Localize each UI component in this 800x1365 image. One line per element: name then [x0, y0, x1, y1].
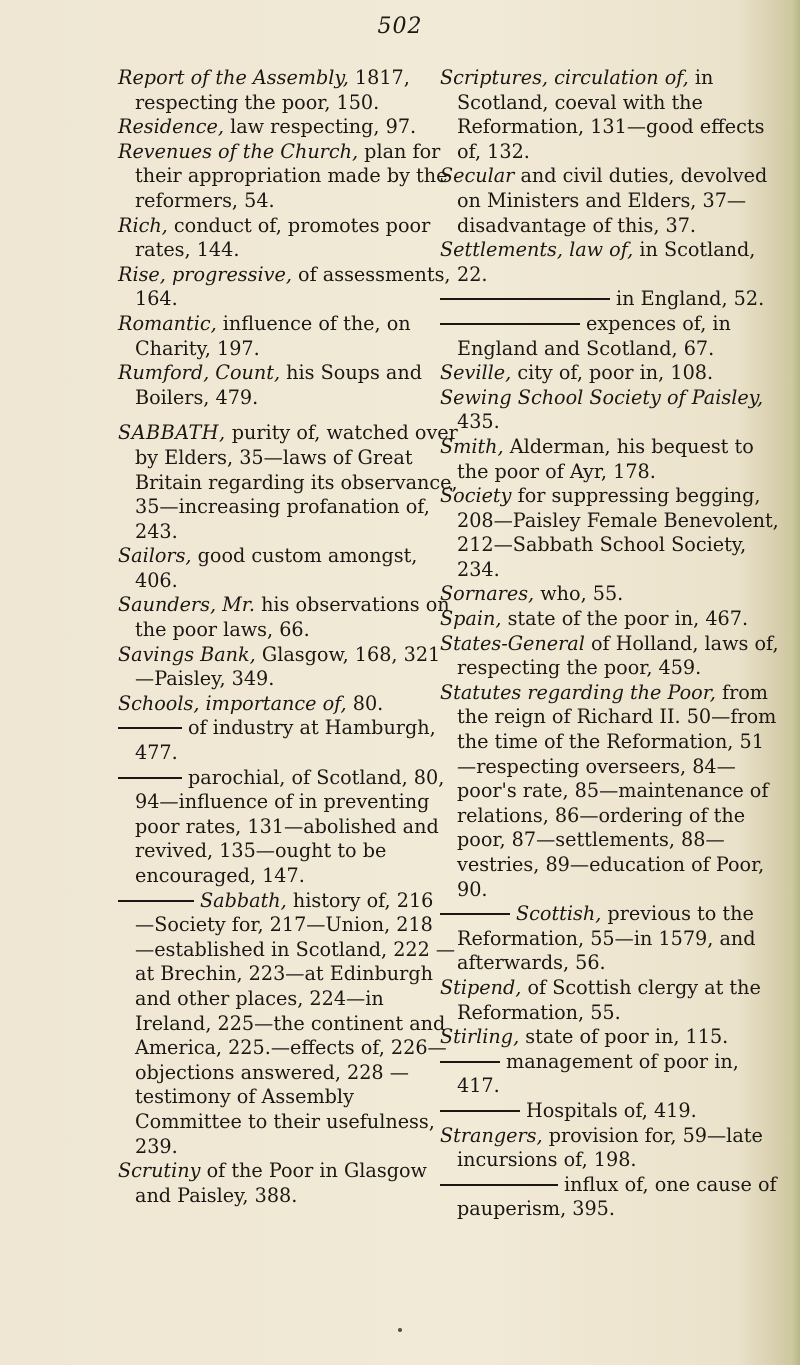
index-entry: Spain, state of the poor in, 467. [440, 607, 749, 631]
index-entry: Statutes regarding the Poor, from the reign of Richard II. 50—from the time of the Reformation, 51—respecting overseers, 84—poor's rate, 85—maintenance of relations, 86—ordering of the poor, 87—settlements, 88—vestries, 89—education of Poor, 90. [440, 680, 777, 901]
ditto-dash [118, 727, 182, 729]
index-entry: Strangers, provision for, 59—late incursions of, 198. [440, 1123, 763, 1172]
index-entry: States-General of Holland, laws of, respecting the poor, 459. [440, 631, 779, 680]
index-entry: Romantic, influence of the, on Charity, 197. [118, 311, 411, 360]
index-entry: Saunders, Mr. his observations on the poor laws, 66. [118, 593, 450, 642]
index-subentry: expences of, in England and Scotland, 67. [440, 312, 780, 361]
index-entry: Residence, law respecting, 97. [118, 115, 417, 139]
index-entry: Savings Bank, Glasgow, 168, 321 —Paisley, 349. [118, 642, 441, 691]
index-entry: Scriptures, circulation of, in Scotland, coeval with the Reformation, 131—good effects of, 132. [440, 66, 765, 163]
index-entry: Revenues of the Church, plan for their appropriation made by the reformers, 54. [118, 139, 448, 212]
ditto-dash [118, 900, 194, 902]
index-subentry: Sabbath, history of, 216 —Society for, 217—Union, 218 —established in Scotland, 222 —at Brechin, 223—at Edinburgh and other places, 224—in Ireland, 225—the continent and America, 225.—effects of, 226—objections answered, 228 —testimony of Assembly Committee to their usefulness, 239. [118, 889, 458, 1160]
index-entry: Sornares, who, 55. [440, 582, 624, 606]
ditto-dash [440, 1110, 520, 1112]
index-entry: Seville, city of, poor in, 108. [440, 361, 714, 385]
index-subentry: Hospitals of, 419. [440, 1099, 780, 1124]
index-entry: Schools, importance of, 80. [118, 691, 384, 715]
index-entry: Secular and civil duties, devolved on Ministers and Elders, 37—disadvantage of this, 37. [440, 164, 768, 237]
index-entry: Smith, Alderman, his bequest to the poor of Ayr, 178. [440, 434, 754, 483]
ditto-dash [118, 777, 182, 779]
ditto-dash [440, 1184, 558, 1186]
ditto-dash [440, 913, 510, 915]
index-entry: Settlements, law of, in Scotland, 22. [440, 238, 756, 286]
index-entry: Stirling, state of poor in, 115. [440, 1025, 729, 1049]
page-number: 502 [377, 14, 423, 39]
index-entry: Sailors, good custom amongst, 406. [118, 544, 418, 592]
index-column-left [118, 66, 458, 1208]
index-entry: Rich, conduct of, promotes poor rates, 144. [118, 213, 431, 262]
ditto-dash [440, 1061, 500, 1063]
ditto-dash [440, 298, 610, 300]
index-entry: Stipend, of Scottish clergy at the Reformation, 55. [440, 975, 761, 1024]
index-subentry: of industry at Hamburgh, 477. [118, 716, 458, 765]
index-entry: Sewing School Society of Paisley, 435. [440, 385, 764, 434]
page-mark-dot [398, 1328, 402, 1332]
index-entry: Rise, progressive, of assessments, 164. [118, 262, 451, 311]
index-entry: SABBATH, purity of, watched over by Elders, 35—laws of Great Britain regarding its observance, 35—increasing profanation of, 243. [118, 421, 458, 543]
page-edge-shadow [782, 0, 800, 1365]
index-subentry: parochial, of Scotland, 80, 94—influence of in preventing poor rates, 131—abolished and revived, 135—ought to be encouraged, 147. [118, 766, 458, 889]
index-subentry: management of poor in, 417. [440, 1050, 780, 1099]
index-entry: Rumford, Count, his Soups and Boilers, 479. [118, 361, 422, 409]
index-entry: Report of the Assembly, 1817, respecting the poor, 150. [118, 66, 410, 114]
index-column-right [440, 66, 780, 1222]
index-subentry: influx of, one cause of pauperism, 395. [440, 1173, 780, 1222]
index-subentry: Scottish, previous to the Reformation, 55—in 1579, and afterwards, 56. [440, 902, 780, 976]
ditto-dash [440, 323, 580, 325]
index-entry: Society for suppressing begging, 208—Paisley Female Benevolent, 212—Sabbath School Society, 234. [440, 484, 779, 581]
index-entry: Scrutiny of the Poor in Glasgow and Paisley, 388. [118, 1159, 427, 1207]
index-subentry: in England, 52. [440, 287, 780, 312]
